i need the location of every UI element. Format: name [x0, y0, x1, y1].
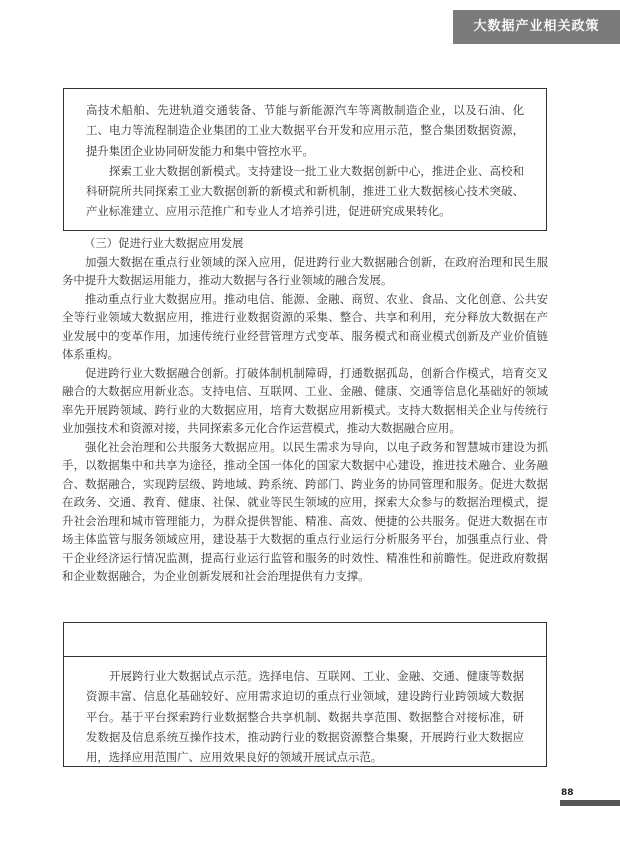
box-paragraph: 开展跨行业大数据试点示范。选择电信、互联网、工业、金融、交通、健康等数据资源丰富、信息化基础较好、应用需求迫切的重点行业领域，建设跨行业跨领域大数据平台。基于平台探索跨行业数据整合共享机制、数据共享范围、数据整合对接标准，研发数据及信息系统互操作技术，推动跨行业的数据资源整合集聚，开展跨行业大数据应用，选择应用范围广、应用效果良好的领域开展试点示范。 [86, 669, 524, 765]
main-body [62, 234, 548, 586]
body-paragraph: 推动重点行业大数据应用。推动电信、能源、金融、商贸、农业、食品、文化创意、公共安全等行业领域大数据应用，推进行业数据资源的采集、整合、共享和利用，充分释放大数据在产业发展中的变革作用，加速传统行业经营管理方式变革、服务模式和商业模式创新及产业价值链体系重构。 [62, 291, 548, 361]
running-header: 大数据产业相关政策 [453, 10, 620, 44]
section-heading: （三）促进行业大数据应用发展 [84, 236, 244, 250]
body-paragraph: 加强大数据在重点行业领域的深入应用，促进跨行业大数据融合创新，在政府治理和民生服务中提升大数据运用能力，推动大数据与各行业领域的融合发展。 [62, 254, 548, 287]
policy-box-bottom [63, 656, 547, 767]
page-number: 88 [561, 788, 574, 798]
page-number-rule [560, 800, 620, 806]
body-paragraph: 促进跨行业大数据融合创新。打破体制机制障碍，打通数据孤岛，创新合作模式，培育交叉融合的大数据应用新业态。支持电信、互联网、工业、金融、健康、交通等信息化基础好的领域率先开展跨领域、跨行业的大数据应用，培育大数据应用新模式。支持大数据相关企业与传统行业加强技术和资源对接，共同探索多元化合作运营模式，推动大数据融合应用。 [62, 365, 548, 435]
policy-box-top [63, 88, 547, 231]
box-paragraph: 高技术船舶、先进轨道交通装备、节能与新能源汽车等离散制造企业，以及石油、化工、电力等流程制造企业集团的工业大数据平台开发和应用示范，整合集团数据资源，提升集团企业协同研发能力和集中管控水平。 [86, 103, 524, 158]
body-paragraph: 强化社会治理和公共服务大数据应用。以民生需求为导向，以电子政务和智慧城市建设为抓手，以数据集中和共享为途径，推动全国一体化的国家大数据中心建设，推进技术融合、业务融合、数据融合，实现跨层级、跨地域、跨系统、跨部门、跨业务的协同管理和服务。促进大数据在政务、交通、教育、健康、社保、就业等民生领域的应用，探索大众参与的数据治理模式，提升社会治理和城市管理能力，为群众提供智能、精准、高效、便捷的公共服务。促进大数据在市场主体监管与服务领域应用，建设基于大数据的重点行业运行分析服务平台，加强重点行业、骨干企业经济运行情况监测，提高行业运行监管和服务的时效性、精准性和前瞻性。促进政府数据和企业数据融合，为企业创新发展和社会治理提供有力支撑。 [62, 439, 548, 583]
policy-box-header [63, 622, 547, 657]
box-paragraph: 探索工业大数据创新模式。支持建设一批工业大数据创新中心，推进企业、高校和科研院所共同探索工业大数据创新的新模式和新机制，推进工业大数据核心技术突破、产业标准建立、应用示范推广和专业人才培养引进，促进研究成果转化。 [86, 163, 524, 219]
